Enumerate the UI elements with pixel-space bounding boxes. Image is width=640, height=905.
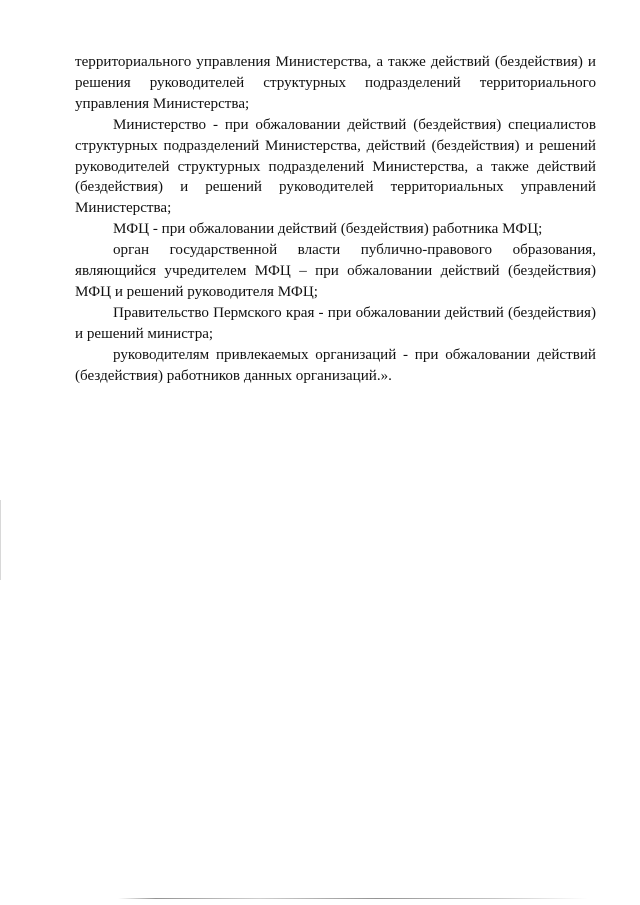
paragraph-territorial-continuation: территориального управления Министерства, а также действий (бездействия) и решения руководителей структурных подразделений территориального управления Министерства;	[75, 54, 596, 112]
paragraph-mfc: МФЦ - при обжаловании действий (бездействия) работника МФЦ;	[113, 221, 543, 238]
document-body	[75, 52, 596, 387]
scan-bottom-line	[118, 898, 588, 899]
paragraph-involved-organizations: руководителям привлекаемых организаций - при обжаловании действий (бездействия) работников данных организаций.».	[75, 346, 596, 384]
paragraph-ministry: Министерство - при обжаловании действий (бездействия) специалистов структурных подразделений Министерства, действий (бездействия) и решений руководителей структурных подразделений Министерства, а также действий (бездействия) и решений руководителей территориальных управлений Министерства;	[75, 116, 596, 217]
scan-left-edge	[0, 500, 1, 580]
paragraph-perm-government: Правительство Пермского края - при обжаловании действий (бездействия) и решений министра;	[75, 304, 596, 342]
paragraph-state-authority: орган государственной власти публично-правового образования, являющийся учредителем МФЦ – при обжаловании действий (бездействия) МФЦ и решений руководителя МФЦ;	[75, 242, 596, 300]
